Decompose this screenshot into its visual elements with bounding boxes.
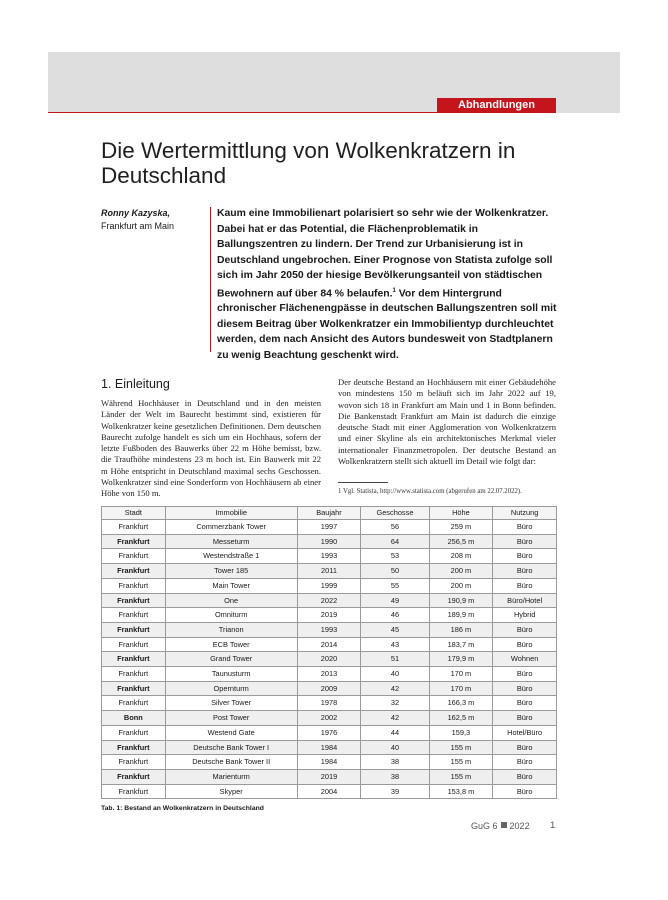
table-cell: Büro bbox=[493, 784, 557, 799]
table-cell: Main Tower bbox=[165, 578, 297, 593]
table-cell: Frankfurt bbox=[102, 608, 166, 623]
footnote-rule bbox=[338, 482, 388, 483]
table-cell: Frankfurt bbox=[102, 755, 166, 770]
table-header-cell: Stadt bbox=[102, 507, 166, 520]
table-row bbox=[102, 769, 557, 784]
table-header-cell: Immobilie bbox=[165, 507, 297, 520]
journal-footer bbox=[471, 821, 530, 831]
table-cell: 1984 bbox=[297, 740, 361, 755]
table-row bbox=[102, 534, 557, 549]
table-cell: Frankfurt bbox=[102, 520, 166, 535]
lead-accent-bar bbox=[210, 207, 211, 352]
table-header-cell: Höhe bbox=[429, 507, 493, 520]
footnote: 1 Vgl. Statista, http://www.statista.com (abgerufen am 22.07.2022). bbox=[338, 488, 522, 495]
table-row bbox=[102, 637, 557, 652]
table-cell: 56 bbox=[361, 520, 429, 535]
table-cell: 38 bbox=[361, 755, 429, 770]
table-cell: Frankfurt bbox=[102, 549, 166, 564]
section-tag: Abhandlungen bbox=[437, 98, 556, 113]
table-cell: 189,9 m bbox=[429, 608, 493, 623]
table-cell: 155 m bbox=[429, 769, 493, 784]
table-cell: Büro bbox=[493, 681, 557, 696]
table-row bbox=[102, 549, 557, 564]
table-cell: Frankfurt bbox=[102, 622, 166, 637]
table-cell: 1993 bbox=[297, 549, 361, 564]
author-block bbox=[101, 207, 206, 232]
table-cell: 46 bbox=[361, 608, 429, 623]
table-cell: 42 bbox=[361, 681, 429, 696]
table-header-row bbox=[102, 507, 557, 520]
footnote-marker: 1 bbox=[392, 287, 396, 294]
table-cell: Frankfurt bbox=[102, 534, 166, 549]
table-row bbox=[102, 564, 557, 579]
table-cell: Büro bbox=[493, 534, 557, 549]
table-row bbox=[102, 622, 557, 637]
table-cell: Bonn bbox=[102, 711, 166, 726]
table-cell: Frankfurt bbox=[102, 696, 166, 711]
table-cell: 190,9 m bbox=[429, 593, 493, 608]
table-cell: Büro bbox=[493, 520, 557, 535]
table-cell: 208 m bbox=[429, 549, 493, 564]
table-cell: Frankfurt bbox=[102, 564, 166, 579]
table-cell: Büro bbox=[493, 711, 557, 726]
table-row bbox=[102, 681, 557, 696]
table-cell: Trianon bbox=[165, 622, 297, 637]
table-cell: Hotel/Büro bbox=[493, 725, 557, 740]
table-header-cell: Nutzung bbox=[493, 507, 557, 520]
table-cell: Omniturm bbox=[165, 608, 297, 623]
table-cell: Opernturm bbox=[165, 681, 297, 696]
table-row bbox=[102, 696, 557, 711]
table-cell: 40 bbox=[361, 667, 429, 682]
table-cell: 39 bbox=[361, 784, 429, 799]
table-cell: 42 bbox=[361, 711, 429, 726]
table-cell: ECB Tower bbox=[165, 637, 297, 652]
table-cell: Taunusturm bbox=[165, 667, 297, 682]
issue-number: 6 bbox=[492, 821, 498, 831]
skyscraper-table bbox=[101, 506, 557, 799]
table-cell: Marienturm bbox=[165, 769, 297, 784]
body-left-column: Während Hochhäuser in Deutschland und in den meisten Länder der Welt im Baurecht bestimmt sind, existieren für Wolkenkratzer keine gesetzlichen Definitionen. Dem deutschen Baurecht zufolge handelt es sich um ein Hochhaus, sofern der letzte Fußboden des Bauwerks über 22 m Höhe bemisst, bzw. die Traufhöhe mindestens 23 m hoch ist. Ein Bauwerk mit 22 m Höhe entspricht in Deutschland maximal sechs Geschossen. Wolkenkratzer sind eine Sonderform von Hochhäusern ab einer Höhe von 150 m. bbox=[101, 398, 321, 499]
section-heading: 1. Einleitung bbox=[101, 377, 170, 391]
table-cell: 1976 bbox=[297, 725, 361, 740]
table-cell: 200 m bbox=[429, 564, 493, 579]
table-cell: Büro bbox=[493, 696, 557, 711]
table-row bbox=[102, 725, 557, 740]
table-cell: 170 m bbox=[429, 667, 493, 682]
issue-year: 2022 bbox=[509, 821, 530, 831]
page-number: 1 bbox=[550, 820, 556, 831]
table-row bbox=[102, 755, 557, 770]
table-cell: Hybrid bbox=[493, 608, 557, 623]
table-cell: Post Tower bbox=[165, 711, 297, 726]
table-row bbox=[102, 740, 557, 755]
table-cell: Frankfurt bbox=[102, 681, 166, 696]
table-cell: 159,3 bbox=[429, 725, 493, 740]
table-cell: 2013 bbox=[297, 667, 361, 682]
table-cell: 40 bbox=[361, 740, 429, 755]
table-cell: Büro bbox=[493, 549, 557, 564]
table-cell: 32 bbox=[361, 696, 429, 711]
table-cell: 1990 bbox=[297, 534, 361, 549]
table-cell: 55 bbox=[361, 578, 429, 593]
table-row bbox=[102, 608, 557, 623]
table-cell: Büro bbox=[493, 769, 557, 784]
table-cell: 1997 bbox=[297, 520, 361, 535]
table-cell: One bbox=[165, 593, 297, 608]
table-cell: 64 bbox=[361, 534, 429, 549]
table-cell: 2002 bbox=[297, 711, 361, 726]
table-cell: Frankfurt bbox=[102, 784, 166, 799]
table-cell: 38 bbox=[361, 769, 429, 784]
table-cell: 2009 bbox=[297, 681, 361, 696]
table-cell: Grand Tower bbox=[165, 652, 297, 667]
table-cell: 2019 bbox=[297, 769, 361, 784]
table-cell: 44 bbox=[361, 725, 429, 740]
table-cell: Messeturm bbox=[165, 534, 297, 549]
table-cell: Frankfurt bbox=[102, 667, 166, 682]
table-cell: 2020 bbox=[297, 652, 361, 667]
table-cell: Frankfurt bbox=[102, 652, 166, 667]
table-cell: Deutsche Bank Tower I bbox=[165, 740, 297, 755]
table-cell: Büro bbox=[493, 622, 557, 637]
table-cell: Deutsche Bank Tower II bbox=[165, 755, 297, 770]
table-cell: 50 bbox=[361, 564, 429, 579]
table-header-cell: Baujahr bbox=[297, 507, 361, 520]
lead-text-part1: Kaum eine Immobilienart polarisiert so sehr wie der Wolkenkratzer. Dabei hat er das Potential, die Flächenproblematik in Ballungszentren zu lindern. Der Trend zur Urbanisierung ist in Deutschland ungebrochen. Einer Prognose von Statista zufolge soll sich im Jahr 2050 der hiesige Bevölkerungsanteil von städtischen Bewohnern auf über 84 % belaufen. bbox=[217, 208, 553, 299]
table-cell: 2014 bbox=[297, 637, 361, 652]
table-cell: Büro bbox=[493, 637, 557, 652]
table-cell: Frankfurt bbox=[102, 769, 166, 784]
table-cell: 162,5 m bbox=[429, 711, 493, 726]
table-cell: Frankfurt bbox=[102, 637, 166, 652]
table-cell: 2004 bbox=[297, 784, 361, 799]
table-cell: 45 bbox=[361, 622, 429, 637]
lead-text-part2: Vor dem Hintergrund chronischer Flächenengpässe in deutschen Ballungszentren soll mit diesem Beitrag über Wolkenkratzer ein Immobilientyp durchleuchtet werden, dem nach Ansicht des Autors bundesweit von Stadtplanern zu wenig Beachtung geschenkt wird. bbox=[217, 287, 557, 361]
table-cell: 166,3 m bbox=[429, 696, 493, 711]
table-row bbox=[102, 578, 557, 593]
table-cell: 179,9 m bbox=[429, 652, 493, 667]
table-cell: 49 bbox=[361, 593, 429, 608]
table-cell: Frankfurt bbox=[102, 593, 166, 608]
table-cell: 259 m bbox=[429, 520, 493, 535]
article-title: Die Wertermittlung von Wolkenkratzern in Deutschland bbox=[101, 138, 516, 188]
table-cell: Tower 185 bbox=[165, 564, 297, 579]
table-cell: 2011 bbox=[297, 564, 361, 579]
table-cell: Frankfurt bbox=[102, 725, 166, 740]
table-cell: 1984 bbox=[297, 755, 361, 770]
journal-name: GuG bbox=[471, 821, 491, 831]
table-row bbox=[102, 520, 557, 535]
table-cell: 43 bbox=[361, 637, 429, 652]
table-cell: 200 m bbox=[429, 578, 493, 593]
table-cell: 51 bbox=[361, 652, 429, 667]
table-cell: 183,7 m bbox=[429, 637, 493, 652]
table-header-cell: Geschosse bbox=[361, 507, 429, 520]
table-cell: Westend Gate bbox=[165, 725, 297, 740]
table-cell: 186 m bbox=[429, 622, 493, 637]
table-cell: Büro bbox=[493, 667, 557, 682]
table-cell: 256,5 m bbox=[429, 534, 493, 549]
table-cell: Büro bbox=[493, 755, 557, 770]
table-cell: Wohnen bbox=[493, 652, 557, 667]
table-cell: 53 bbox=[361, 549, 429, 564]
table-cell: 153,8 m bbox=[429, 784, 493, 799]
table-cell: Büro bbox=[493, 564, 557, 579]
author-location: Frankfurt am Main bbox=[101, 220, 175, 231]
author-name: Ronny Kazyska, bbox=[101, 208, 171, 218]
lead-paragraph bbox=[217, 206, 557, 363]
table-cell: Büro bbox=[493, 740, 557, 755]
table-cell: 2019 bbox=[297, 608, 361, 623]
table-cell: Skyper bbox=[165, 784, 297, 799]
table-cell: Commerzbank Tower bbox=[165, 520, 297, 535]
table-cell: 155 m bbox=[429, 755, 493, 770]
table-cell: 2022 bbox=[297, 593, 361, 608]
table-cell: 1993 bbox=[297, 622, 361, 637]
header-rule bbox=[48, 112, 556, 113]
table-row bbox=[102, 711, 557, 726]
table-cell: Westendstraße 1 bbox=[165, 549, 297, 564]
table-row bbox=[102, 652, 557, 667]
table-cell: Frankfurt bbox=[102, 740, 166, 755]
square-separator-icon bbox=[501, 822, 507, 828]
table-cell: 1978 bbox=[297, 696, 361, 711]
table-row bbox=[102, 784, 557, 799]
table-row bbox=[102, 593, 557, 608]
body-right-column: Der deutsche Bestand an Hochhäusern mit einer Gebäudehöhe von mindestens 150 m beläuft sich im Jahr 2022 auf 19, wovon sich 18 in Frankfurt am Main und 1 in Bonn befinden. Die Bankenstadt Frankfurt am Main ist dadurch die einzige deutsche Stadt mit einer Agglomeration von Wolkenkratzern und einer Skyline als ein architektonisches Merkmal vieler internationaler Finanzmetropolen. Der deutsche Bestand an Wolkenkratzern stellt sich aktuell im Detail wie folgt dar: bbox=[338, 377, 556, 467]
table-cell: Frankfurt bbox=[102, 578, 166, 593]
table-cell: 1999 bbox=[297, 578, 361, 593]
table-cell: Silver Tower bbox=[165, 696, 297, 711]
table-cell: 170 m bbox=[429, 681, 493, 696]
table-cell: Büro/Hotel bbox=[493, 593, 557, 608]
table-cell: Büro bbox=[493, 578, 557, 593]
table-cell: 155 m bbox=[429, 740, 493, 755]
table-caption: Tab. 1: Bestand an Wolkenkratzern in Deutschland bbox=[101, 805, 264, 812]
table-row bbox=[102, 667, 557, 682]
